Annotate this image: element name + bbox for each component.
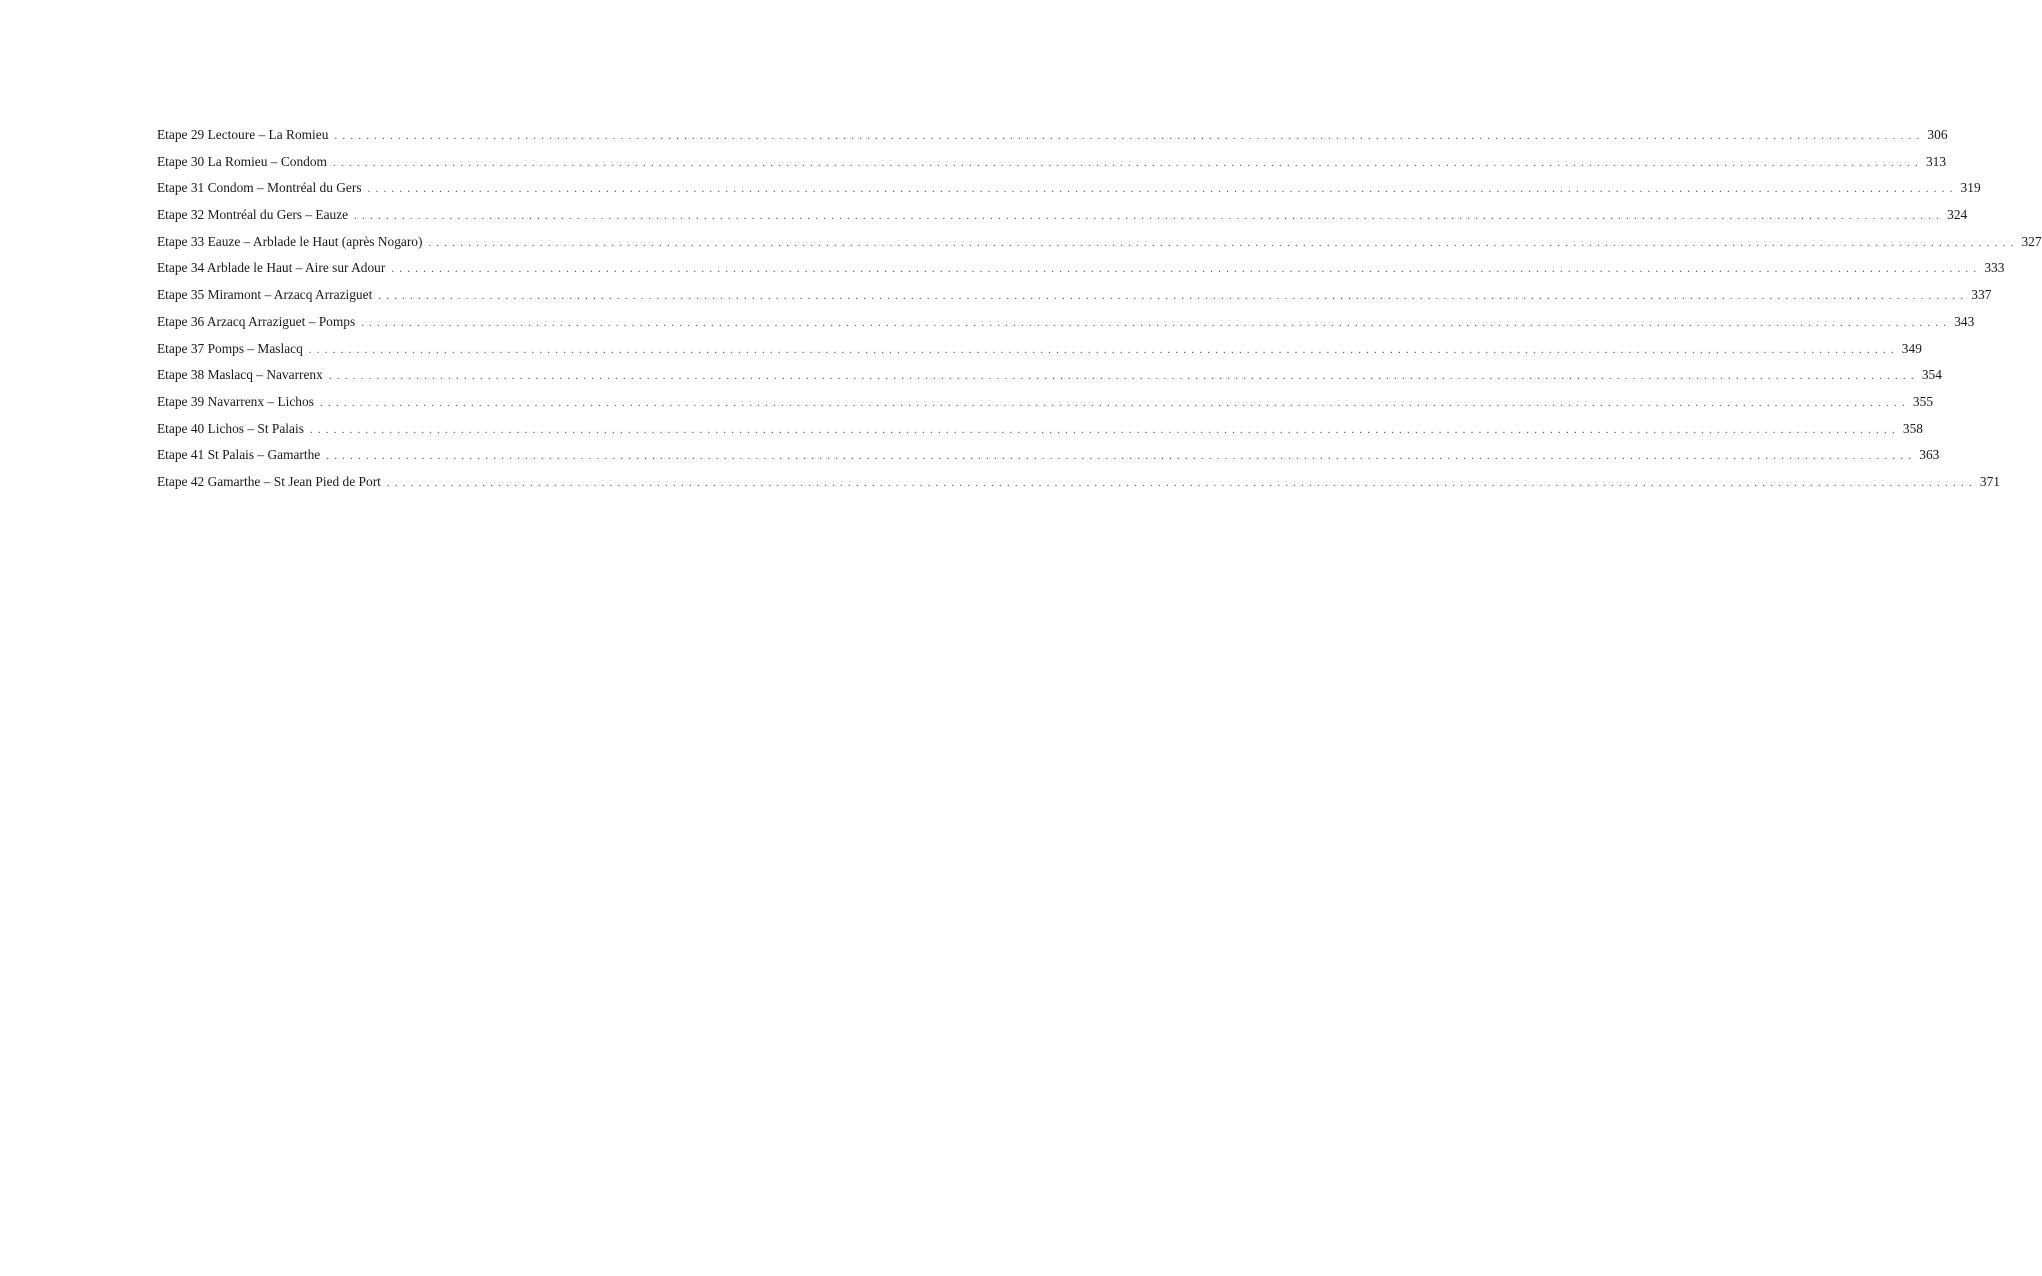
- toc-entry-title: Etape 41 St Palais – Gamarthe: [157, 447, 321, 463]
- toc-entry-title: Etape 29 Lectoure – La Romieu: [157, 127, 329, 142]
- toc-entry[interactable]: [157, 149, 1947, 176]
- toc-entry-title: Etape 36 Arzacq Arraziguet – Pomps: [157, 313, 356, 329]
- dot-leader: ........................................................................................................................................................................................................: [367, 183, 1958, 196]
- toc-entry[interactable]: [157, 202, 1968, 229]
- dot-leader: ........................................................................................................................................................................................................: [309, 423, 1900, 436]
- toc-entry-page: 337: [1971, 287, 1992, 303]
- toc-entry-page: 363: [1919, 447, 1940, 463]
- toc-entry-title: Etape 38 Maslacq – Navarrenx: [157, 367, 323, 383]
- table-of-contents: [157, 122, 2042, 496]
- toc-entry-title: Etape 39 Navarrenx – Lichos: [157, 393, 314, 409]
- toc-entry-title: Etape 34 Arblade le Haut – Aire sur Adour: [157, 260, 386, 276]
- dot-leader: ........................................................................................................................................................................................................: [378, 290, 1969, 303]
- toc-entry-page: 333: [1984, 260, 2005, 276]
- dot-leader: ........................................................................................................................................................................................................: [328, 370, 1919, 383]
- dot-leader: ........................................................................................................................................................................................................: [332, 156, 1923, 169]
- dot-leader: ........................................................................................................................................................................................................: [391, 263, 1982, 276]
- toc-entry-title: Etape 30 La Romieu – Condom: [157, 153, 327, 169]
- toc-entry-title: Etape 40 Lichos – St Palais: [157, 420, 304, 436]
- dot-leader: ........................................................................................................................................................................................................: [428, 236, 2019, 249]
- toc-entry[interactable]: [157, 175, 1981, 202]
- dot-leader: ........................................................................................................................................................................................................: [326, 450, 1917, 463]
- toc-entry-title: Etape 32 Montréal du Gers – Eauze: [157, 207, 349, 223]
- toc-entry-title: Etape 33 Eauze – Arblade le Haut (après Nogaro): [157, 233, 423, 249]
- toc-entry-title: Etape 37 Pomps – Maslacq: [157, 340, 303, 356]
- dot-leader: ........................................................................................................................................................................................................: [386, 476, 1977, 489]
- toc-entry[interactable]: [157, 282, 1992, 309]
- toc-entry-title: Etape 31 Condom – Montréal du Gers: [157, 180, 362, 196]
- dot-leader: ........................................................................................................................................................................................................: [334, 130, 1925, 142]
- toc-entry-page: 371: [1979, 473, 2000, 489]
- dot-leader: ........................................................................................................................................................................................................: [319, 396, 1910, 409]
- toc-entry[interactable]: [157, 389, 1934, 416]
- toc-entry[interactable]: [157, 336, 1922, 363]
- toc-entry-page: 327: [2021, 233, 2042, 249]
- toc-entry-title: Etape 42 Gamarthe – St Jean Pied de Port: [157, 473, 381, 489]
- dot-leader: ........................................................................................................................................................................................................: [354, 210, 1945, 223]
- toc-entry-page: 343: [1954, 313, 1975, 329]
- toc-entry-page: 313: [1925, 153, 1947, 169]
- toc-entry-page: 349: [1901, 340, 1922, 356]
- toc-entry[interactable]: [157, 469, 2000, 496]
- toc-entry-title: Etape 35 Miramont – Arzacq Arraziguet: [157, 287, 373, 303]
- dot-leader: ........................................................................................................................................................................................................: [308, 343, 1899, 356]
- toc-entry-page: 354: [1921, 367, 1942, 383]
- toc-entry[interactable]: [157, 122, 1948, 149]
- toc-entry[interactable]: [157, 362, 1942, 389]
- toc-entry[interactable]: [157, 309, 1975, 336]
- toc-entry[interactable]: [157, 416, 1923, 443]
- toc-entry-page: 319: [1960, 180, 1981, 196]
- toc-entry[interactable]: [157, 442, 1940, 469]
- toc-entry-page: 358: [1902, 420, 1923, 436]
- dot-leader: ........................................................................................................................................................................................................: [361, 316, 1952, 329]
- toc-entry-page: 306: [1927, 127, 1948, 142]
- toc-entry-page: 324: [1947, 207, 1968, 223]
- toc-entry[interactable]: [157, 255, 2005, 282]
- toc-entry[interactable]: [157, 229, 2042, 256]
- toc-entry-page: 355: [1912, 393, 1934, 409]
